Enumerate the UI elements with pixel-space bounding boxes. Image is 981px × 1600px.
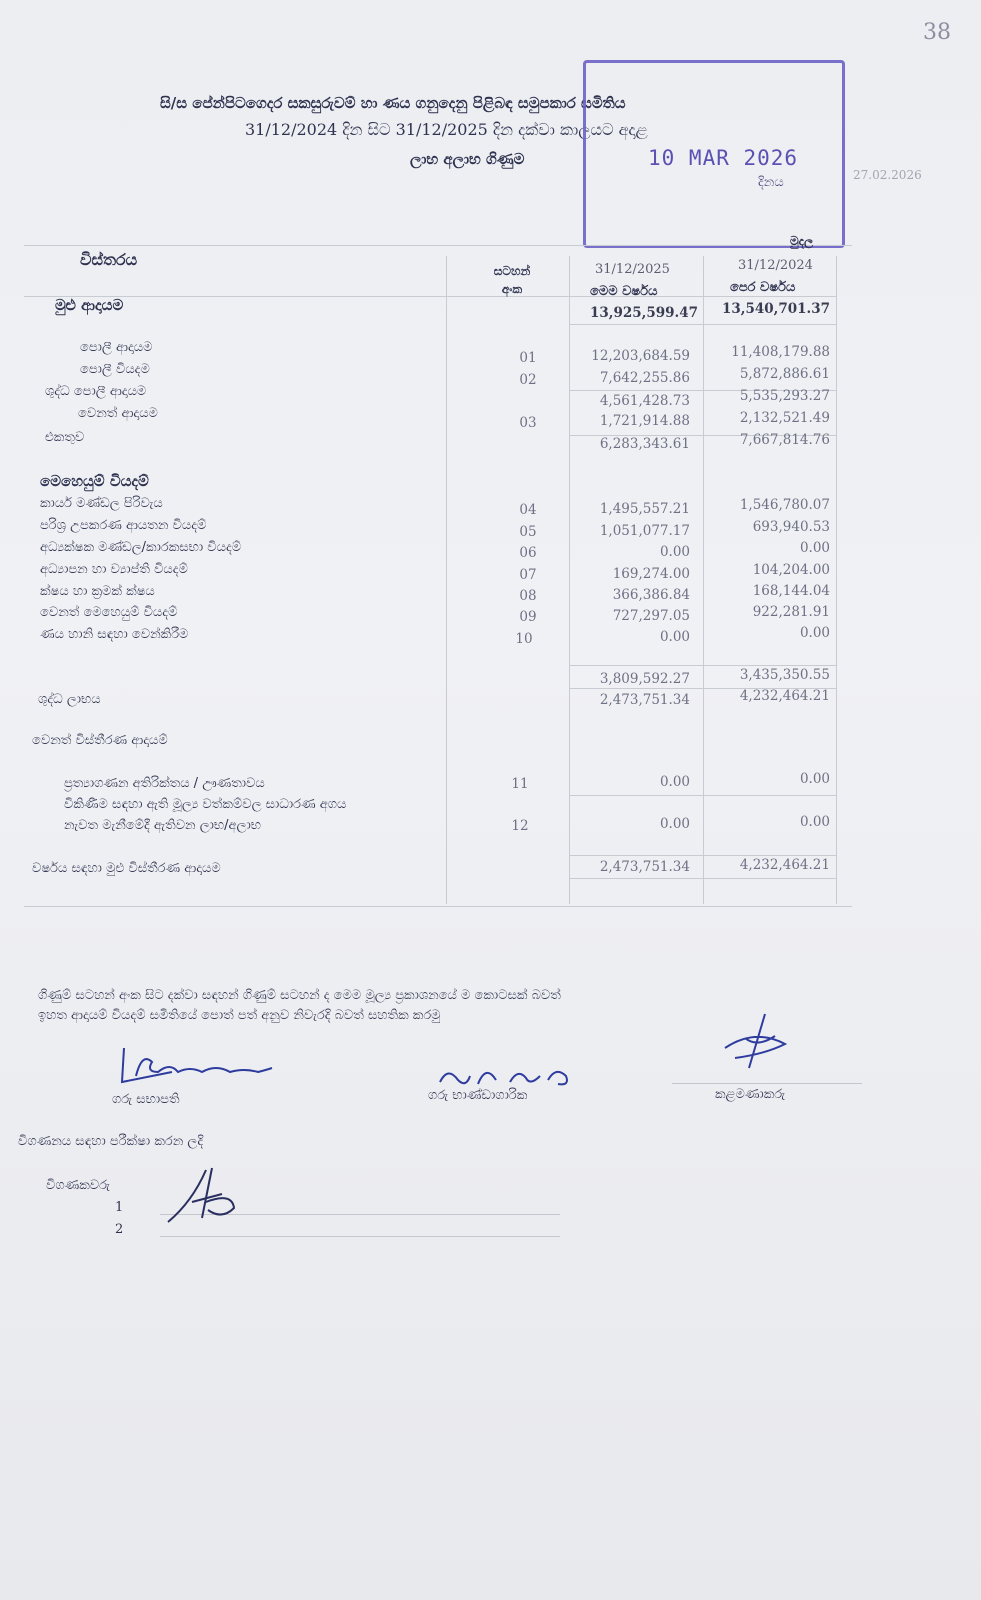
- row-previous: 168,144.04: [752, 583, 830, 599]
- row-current: 6,283,343.61: [599, 436, 690, 452]
- row-current: 727,297.05: [612, 608, 690, 624]
- oci-row-label-2: නැවත මැනීමේදී ඇතිවන ලාභ/අලාභ: [64, 818, 261, 833]
- header-rule: [24, 296, 836, 297]
- row-current: 4,561,428.73: [599, 393, 690, 409]
- row-note: 09: [519, 609, 537, 625]
- row-current: 0.00: [659, 544, 690, 560]
- oci-row-note: 12: [511, 818, 529, 834]
- row-label: කාර්ය මණ්ඩල පිරිවැය: [40, 496, 163, 511]
- stamp-day-label: දිනය: [758, 175, 784, 190]
- received-stamp: [583, 60, 845, 248]
- oci-row-label: ප්‍රත්‍යාගණන අතිරික්තය / ඌණතාවය: [64, 776, 265, 791]
- society-name: සි/ස පේන්පිටගෙදර සකසුරුවම් හා ණය ගනුදෙනු පිළිබඳ සමුපකාර සමිතිය: [160, 94, 626, 112]
- row-previous: 11,408,179.88: [731, 344, 830, 360]
- row-previous: 0.00: [799, 625, 830, 641]
- gross-income-current: 13,925,599.47: [589, 305, 698, 321]
- audit-heading: විගණනය සඳහා පරීක්ෂා කරන ලදි: [18, 1134, 204, 1149]
- row-previous: 5,872,886.61: [739, 366, 830, 382]
- row-label: වෙනත් ආදායම: [78, 406, 158, 421]
- row-label: ණය හානි සඳහා වෙන්කිරීම: [40, 627, 189, 642]
- row-current: 7,642,255.86: [599, 370, 690, 386]
- col-current-date: 31/12/2025: [595, 262, 670, 277]
- row-previous: 2,132,521.49: [739, 410, 830, 426]
- row-note: 01: [519, 350, 537, 366]
- row-label: ශුද්ධ පොලී ආදායම: [45, 384, 147, 399]
- row-label: පොලී වියදම: [80, 362, 150, 377]
- row-current: 1,495,557.21: [599, 501, 690, 517]
- row-label: අධ්‍යාපන හා ව්‍යාප්ති වියදම්: [40, 562, 188, 577]
- opex-total-current: 3,809,592.27: [599, 671, 690, 687]
- oci-row-previous: 0.00: [799, 771, 830, 787]
- side-date: 27.02.2026: [853, 168, 922, 182]
- row-previous: 5,535,293.27: [739, 388, 830, 404]
- row-label: පරිශ්‍ර උපකරණ ආයතන වියදම්: [40, 518, 207, 533]
- opex-label: මෙහෙයුම් වියදම්: [40, 472, 149, 490]
- rule: [569, 878, 836, 879]
- oci-row-note: 11: [511, 776, 529, 792]
- col-prev-label: පෙර වර්ෂය: [730, 280, 796, 295]
- gross-income-previous: 13,540,701.37: [721, 301, 830, 317]
- row-note: 02: [519, 372, 537, 388]
- row-note: 05: [519, 524, 537, 540]
- col-description: විස්තරය: [80, 250, 138, 269]
- chairman-label: ගරු සභාපති: [112, 1092, 180, 1107]
- row-previous: 922,281.91: [752, 604, 830, 620]
- period-line: 31/12/2024 දින සිට 31/12/2025 දින දක්වා කාලයට අදාළ: [245, 120, 648, 139]
- row-current: 12,203,684.59: [591, 348, 690, 364]
- col-note: සටහන් අංක: [493, 264, 531, 296]
- col-current-label: මෙම වර්ෂය: [590, 284, 658, 299]
- row-label: එකතුව: [45, 430, 85, 445]
- auditor-2-number: 2: [115, 1222, 124, 1237]
- row-previous: 104,204.00: [752, 562, 830, 578]
- auditors-label: විගණකවරු: [46, 1178, 111, 1193]
- row-current: 366,386.84: [612, 587, 690, 603]
- row-previous: 1,546,780.07: [739, 497, 830, 513]
- row-note: 08: [519, 588, 537, 604]
- row-note: 10: [515, 631, 533, 647]
- net-profit-current: 2,473,751.34: [599, 692, 690, 708]
- auditor-2-line: [160, 1236, 560, 1237]
- net-profit-label: ශුද්ධ ලාභය: [38, 692, 101, 707]
- row-current: 169,274.00: [612, 566, 690, 582]
- row-current: 0.00: [659, 629, 690, 645]
- row-previous: 7,667,814.76: [739, 432, 830, 448]
- row-previous: 0.00: [799, 540, 830, 556]
- col-divider: [446, 256, 447, 904]
- row-note: 04: [519, 502, 537, 518]
- row-label: අධ්‍යක්ෂක මණ්ඩල/කාරකසභා වියදම්: [40, 540, 242, 555]
- rule: [569, 324, 836, 325]
- rule: [569, 665, 836, 666]
- col-prev-top: මුදල: [790, 234, 814, 248]
- auditor-1-number: 1: [115, 1200, 124, 1215]
- statement-title: ලාභ අලාභ ගිණුම: [410, 150, 525, 168]
- total-ci-label: වර්ෂය සඳහා මුළු විස්තීරණ ආදායම: [32, 861, 221, 876]
- row-label: ක්ෂය හා ක්‍රමක් ක්ෂය: [40, 584, 155, 599]
- row-previous: 693,940.53: [752, 519, 830, 535]
- treasurer-label: ගරු භාණ්ඩාගාරික: [428, 1088, 528, 1103]
- oci-row-previous: 0.00: [799, 814, 830, 830]
- page-number: 38: [923, 20, 951, 45]
- row-current: 1,721,914.88: [599, 413, 690, 429]
- oci-row-current: 0.00: [659, 816, 690, 832]
- oci-row-current: 0.00: [659, 774, 690, 790]
- row-label: පොලී ආදායම: [80, 340, 153, 355]
- row-note: 03: [519, 415, 537, 431]
- row-note: 07: [519, 567, 537, 583]
- net-profit-previous: 4,232,464.21: [739, 688, 830, 704]
- col-prev-date: 31/12/2024: [738, 258, 813, 273]
- total-ci-previous: 4,232,464.21: [739, 857, 830, 873]
- manager-label: කළමණාකරු: [715, 1087, 786, 1102]
- oci-label: වෙනත් විස්තීරණ ආදායම්: [32, 733, 168, 748]
- row-current: 1,051,077.17: [599, 523, 690, 539]
- row-note: 06: [519, 545, 537, 561]
- manager-sign-line: [672, 1083, 862, 1084]
- certification-line-2: ඉහත ආදායම් වියදම් සමිතියේ පොත් පත් අනුව නිවැරදි බවත් සහතික කරමු: [38, 1008, 441, 1023]
- opex-total-previous: 3,435,350.55: [739, 667, 830, 683]
- stamp-date: 10 MAR 2026: [648, 146, 799, 170]
- certification-line-1: ගිණුම් සටහන් අංක සිට දක්වා සඳහන් ගිණුම් සටහන් ද මෙම මූල්‍ය ප්‍රකාශනයේ ම කොටසක් බවත්: [38, 988, 561, 1003]
- rule: [569, 795, 836, 796]
- col-divider: [836, 256, 837, 904]
- oci-row-label: විකිණීම සඳහා ඇති මූල්‍ය වත්කම්වල සාධාරණ අගය: [64, 797, 347, 812]
- row-label: වෙනත් මෙහෙයුම් වියදම්: [40, 605, 178, 620]
- total-ci-current: 2,473,751.34: [599, 859, 690, 875]
- rule: [569, 855, 836, 856]
- gross-income-label: මුළු ආදායම: [55, 296, 124, 314]
